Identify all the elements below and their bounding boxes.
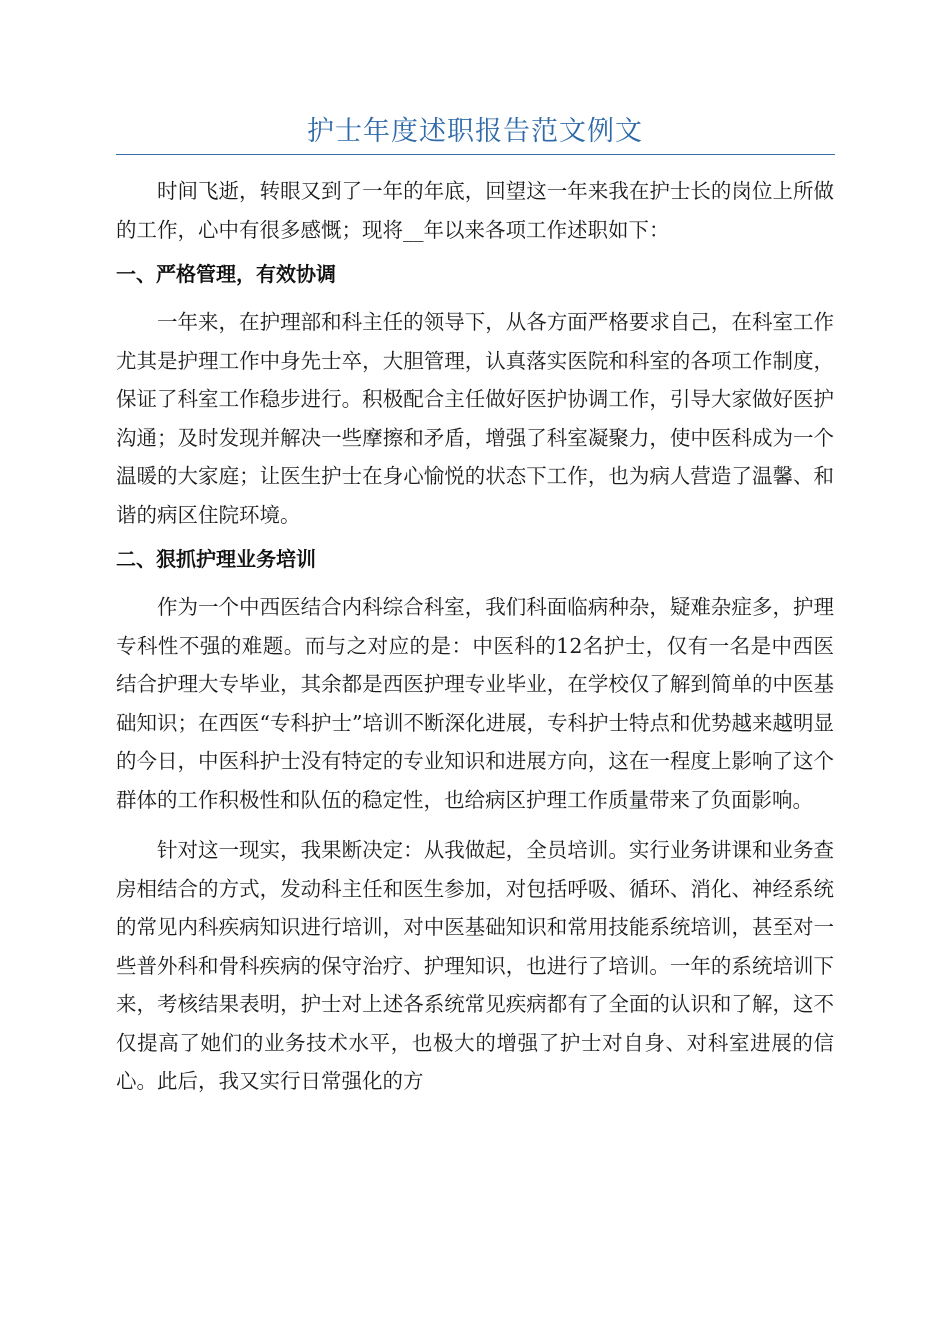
section-2-paragraph-1: 作为一个中西医结合内科综合科室，我们科面临病种杂，疑难杂症多，护理专科性不强的难题。而与之对应的是：中医科的12名护士，仅有一名是中西医结合护理大专毕业，其余都是西医护理专业毕业，在学校仅了解到简单的中医基础知识；在西医“专科护士”培训不断深化进展，专科护士特点和优势越来越明显的今日，中医科护士没有特定的专业知识和进展方向，这在一程度上影响了这个群体的工作积极性和队伍的稳定性，也给病区护理工作质量带来了负面影响。 — [116, 595, 834, 812]
section-heading-2: 二、狠抓护理业务培训 — [116, 547, 316, 571]
title-underline — [116, 154, 835, 155]
document-body — [116, 172, 834, 1101]
section-1-paragraph: 一年来，在护理部和科主任的领导下，从各方面严格要求自己，在科室工作尤其是护理工作中身先士卒，大胆管理，认真落实医院和科室的各项工作制度，保证了科室工作稳步进行。积极配合主任做好医护协调工作，引导大家做好医护沟通；及时发现并解决一些摩擦和矛盾，增强了科室凝聚力，使中医科成为一个温暖的大家庭；让医生护士在身心愉悦的状态下工作，也为病人营造了温馨、和谐的病区住院环境。 — [116, 310, 834, 527]
section-heading-1: 一、严格管理，有效协调 — [116, 262, 336, 286]
document-title: 护士年度述职报告范文例文 — [307, 116, 643, 147]
section-2-paragraph-2: 针对这一现实，我果断决定：从我做起，全员培训。实行业务讲课和业务查房相结合的方式，发动科主任和医生参加，对包括呼吸、循环、消化、神经系统的常见内科疾病知识进行培训，对中医基础知识和常用技能系统培训，甚至对一些普外科和骨科疾病的保守治疗、护理知识，也进行了培训。一年的系统培训下来，考核结果表明，护士对上述各系统常见疾病都有了全面的认识和了解，这不仅提高了她们的业务技术水平，也极大的增强了护士对自身、对科室进展的信心。此后，我又实行日常强化的方 — [116, 838, 834, 1093]
intro-paragraph: 时间飞逝，转眼又到了一年的年底，回望这一年来我在护士长的岗位上所做的工作，心中有很多感慨；现将__年以来各项工作述职如下： — [116, 179, 834, 242]
